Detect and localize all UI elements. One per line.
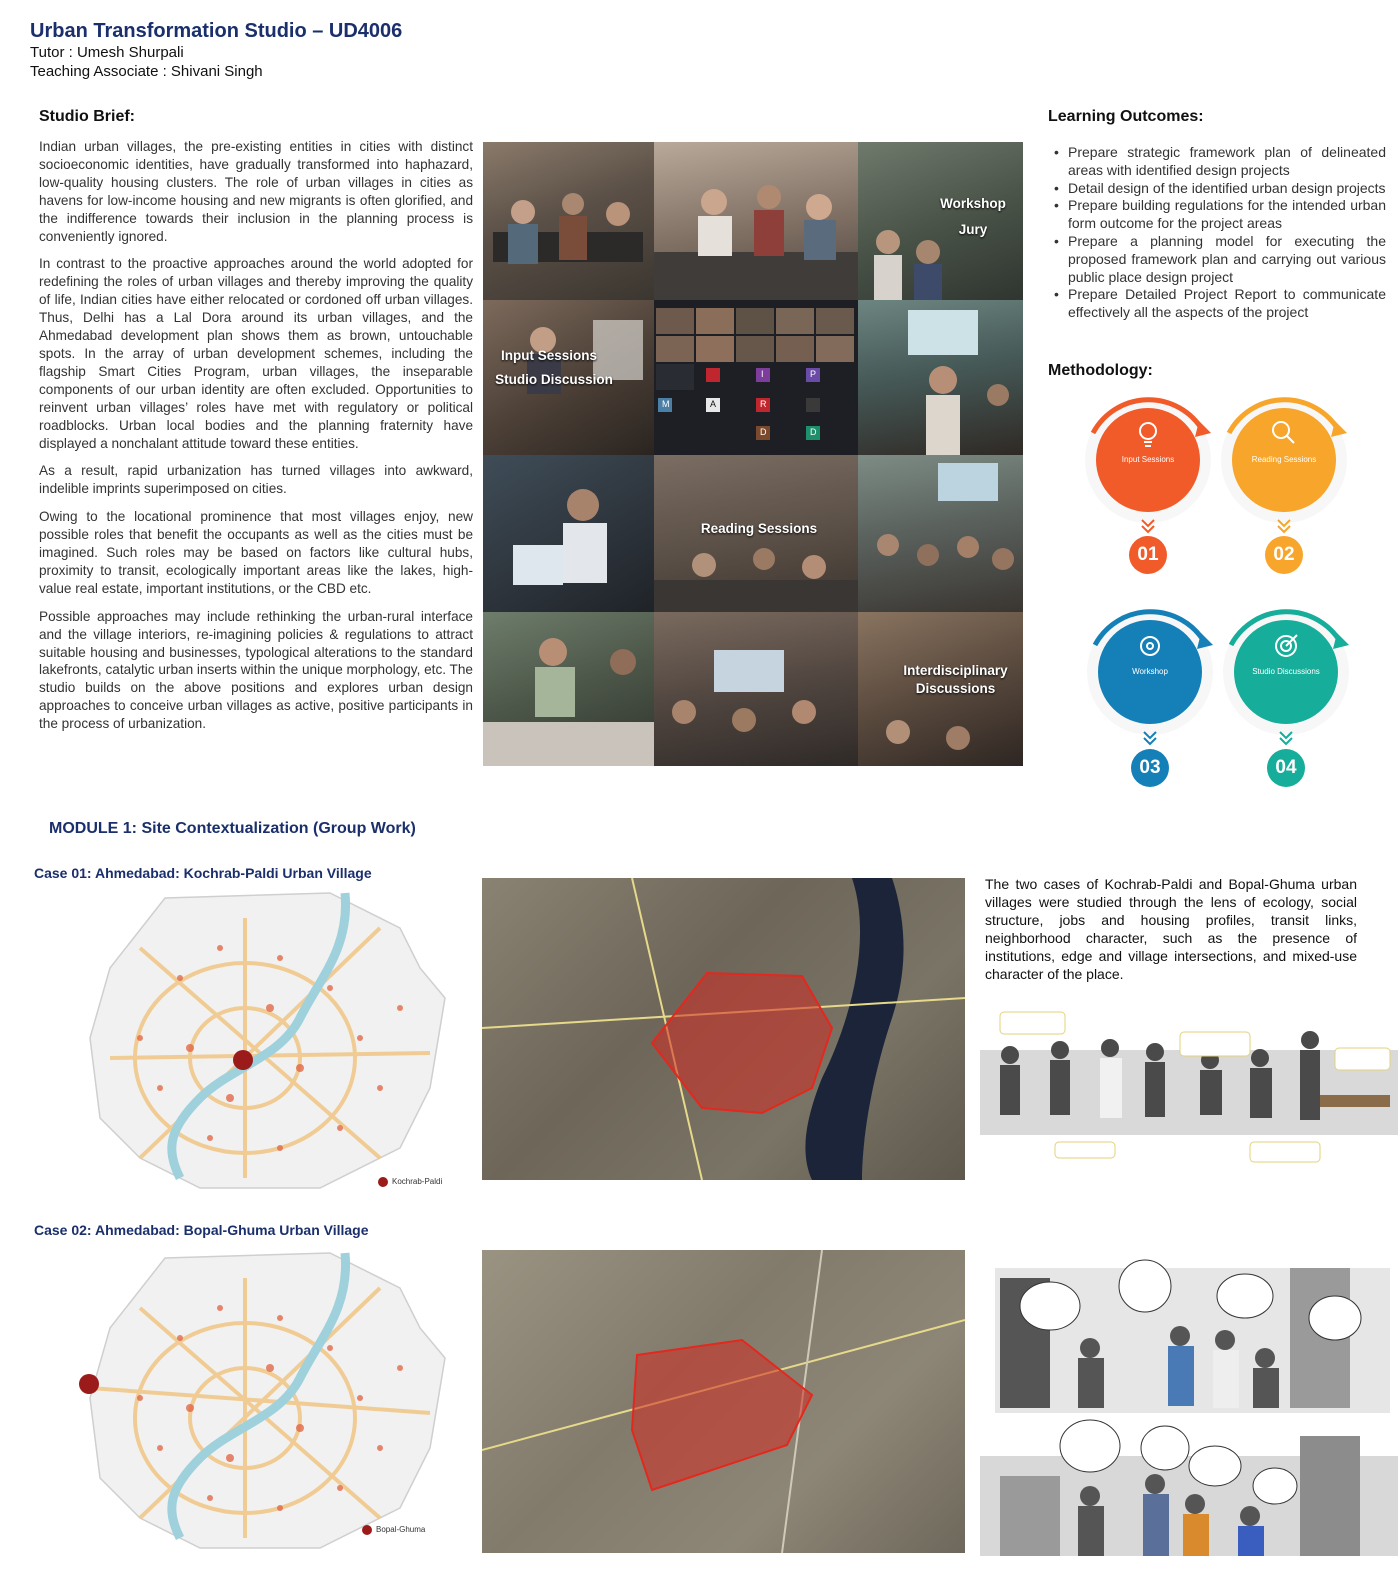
zoom-tile-a: A <box>710 399 717 409</box>
photo-presentation-art <box>858 300 1023 455</box>
brief-paragraph: In contrast to the proactive approaches around the world adopted for redefining the roles of urban villages and thereby improving the quality of life, Indian cities have either relocated or cordoned off urban villages. Thus, Delhi has a Lal Dora around its urban villages, and the Ahmedabad development plan shows them as brown, untouchable spots. In the array of urban development schemes, including the flagship Smart Cities Program, urban villages, the inseparable components of our urban identity are often excluded. Opportunities to reinvent urban villages’ roles have met with regulatory or political roadblocks. Urban local bodies and the planning fraternity have displayed a nonchalant attitude toward these entities. <box>39 256 473 451</box>
outcome-item: • Prepare building regulations for the intended urban form outcome for the project areas <box>1048 197 1386 233</box>
photo-online-session <box>654 300 858 455</box>
case-2-people-collage-bottom <box>980 1416 1398 1558</box>
module-title: MODULE 1: Site Contextualization (Group Work) <box>49 820 416 837</box>
case-2-satellite-art <box>482 1250 965 1553</box>
brief-paragraph: Owing to the locational prominence that most villages enjoy, new possible roles that benefit the occupants as well as the cities must be imagined. Such roles may be based on factors like cultural hubs, proximity to transit, ecologically important areas like the lakes, high-value real estate, important institutions, or the CBD etc. <box>39 509 473 596</box>
photo-interdisciplinary <box>858 612 1023 766</box>
case-1-people-collage <box>980 1010 1398 1170</box>
photo-classroom-1-art <box>483 142 654 300</box>
method-num-2: 02 <box>1273 544 1295 565</box>
zoom-grid-art <box>654 300 858 455</box>
zoom-tile-r: R <box>760 399 767 409</box>
case-1-title: Case 01: Ahmedabad: Kochrab-Paldi Urban Village <box>34 865 372 881</box>
case-1-city-map <box>80 888 450 1193</box>
label-studio-discussion: Studio Discussion <box>495 372 613 387</box>
photo-screening <box>654 612 858 766</box>
method-label-1: Input Sessions <box>1121 455 1175 464</box>
methodology-diagram <box>1075 385 1375 795</box>
photo-group-art <box>483 612 654 766</box>
photo-classroom-2 <box>654 142 858 300</box>
label-jury: Jury <box>958 222 988 237</box>
tutor-line: Tutor : Umesh Shurpali <box>30 44 184 61</box>
zoom-tile-p: P <box>810 369 817 379</box>
case-2-title: Case 02: Ahmedabad: Bopal-Ghuma Urban Village <box>34 1222 369 1238</box>
photo-reading-1 <box>483 455 654 612</box>
label-input-sessions: Input Sessions <box>500 348 598 363</box>
brief-paragraph: As a result, rapid urbanization has turned villages into awkward, indelible imprints superimposed on cities. <box>39 463 473 497</box>
outcomes-heading: Learning Outcomes: <box>1048 108 1204 125</box>
photo-classroom-2-art <box>654 142 858 300</box>
case-2-legend <box>362 1525 425 1535</box>
legend-label: Kochrab-Paldi <box>392 1177 443 1187</box>
outcomes-list <box>1048 144 1386 322</box>
photo-screening-art <box>654 612 858 766</box>
page-title: Urban Transformation Studio – UD4006 <box>30 20 403 42</box>
photo-group-work <box>483 612 654 766</box>
method-label-4: Studio Discussions <box>1252 667 1320 676</box>
photo-input-sessions <box>483 300 654 455</box>
photo-reading1-art <box>483 455 654 612</box>
photo-presentation <box>858 300 1023 455</box>
outcome-item: • Prepare a planning model for executing the proposed framework plan and carrying out various public place design project <box>1048 233 1386 286</box>
legend-label: Bopal-Ghuma <box>376 1525 426 1535</box>
associate-line: Teaching Associate : Shivani Singh <box>30 63 263 80</box>
case-1-satellite-map <box>482 878 965 1180</box>
case-2-satellite-map <box>482 1250 965 1553</box>
zoom-tile-d1: D <box>760 427 767 437</box>
method-num-1: 01 <box>1137 544 1159 565</box>
method-label-3: Workshop <box>1132 667 1168 676</box>
legend-dot <box>378 1177 388 1187</box>
case-1-location-marker <box>233 1050 253 1070</box>
photo-classroom-1 <box>483 142 654 300</box>
label-interdisciplinary: Interdisciplinary <box>903 663 1008 678</box>
brief-heading: Studio Brief: <box>39 108 135 125</box>
case-2-city-map <box>70 1248 450 1553</box>
brief-text <box>39 138 473 743</box>
label-discussions: Discussions <box>915 681 996 696</box>
zoom-tile-d2: D <box>810 427 817 437</box>
photo-reading-sessions <box>654 455 858 612</box>
label-workshop: Workshop <box>940 196 1006 211</box>
label-reading-sessions: Reading Sessions <box>700 521 818 536</box>
cases-description: The two cases of Kochrab-Paldi and Bopal-Ghuma urban villages were studied through the lens of ecology, social structure, jobs and housing profiles, transit links, neighborhood character, such as the presence of institutions, edge and village intersections, and mixed-use character of the place. <box>985 876 1357 982</box>
photo-lecture-art <box>858 455 1023 612</box>
case-2-location-marker <box>79 1374 99 1394</box>
method-num-4: 04 <box>1275 757 1297 778</box>
outcome-item: • Detail design of the identified urban design projects <box>1048 180 1386 198</box>
methodology-heading: Methodology: <box>1048 362 1153 379</box>
case-2-people-collage-top <box>990 1248 1395 1416</box>
photo-workshop-jury <box>858 142 1023 300</box>
case-1-satellite-art <box>482 878 965 1180</box>
photo-lecture <box>858 455 1023 612</box>
zoom-tile-m: M <box>662 399 670 409</box>
method-num-3: 03 <box>1139 757 1161 778</box>
brief-paragraph: Indian urban villages, the pre-existing entities in cities with distinct socioeconomic identities, have gradually transformed into haphazard, low-quality housing clusters. The role of urban villages in cities as havens for low-income housing and new migrants is often glorified, and the indifference towards their inclusion in the planning process is conveniently ignored. <box>39 139 473 244</box>
case-1-legend <box>378 1177 442 1187</box>
outcome-item: • Prepare Detailed Project Report to communicate effectively all the aspects of the project <box>1048 286 1386 322</box>
method-label-2: Reading Sessions <box>1251 455 1317 464</box>
outcome-item: • Prepare strategic framework plan of delineated areas with identified design projects <box>1048 144 1386 180</box>
brief-paragraph: Possible approaches may include rethinking the urban-rural interface and the village interiors, re-imagining policies & regulations to attract suitable housing and businesses, typological alterations to the standard lakefronts, catalytic urban inserts within the unique morphology, etc. The studio builds on the above positions and explores urban design approaches to conceive urban villages as active, positive participants in the process of urbanization. <box>39 608 473 732</box>
zoom-tile-i: I <box>761 369 764 379</box>
legend-dot <box>362 1525 372 1535</box>
studio-photo-collage <box>483 142 1023 766</box>
